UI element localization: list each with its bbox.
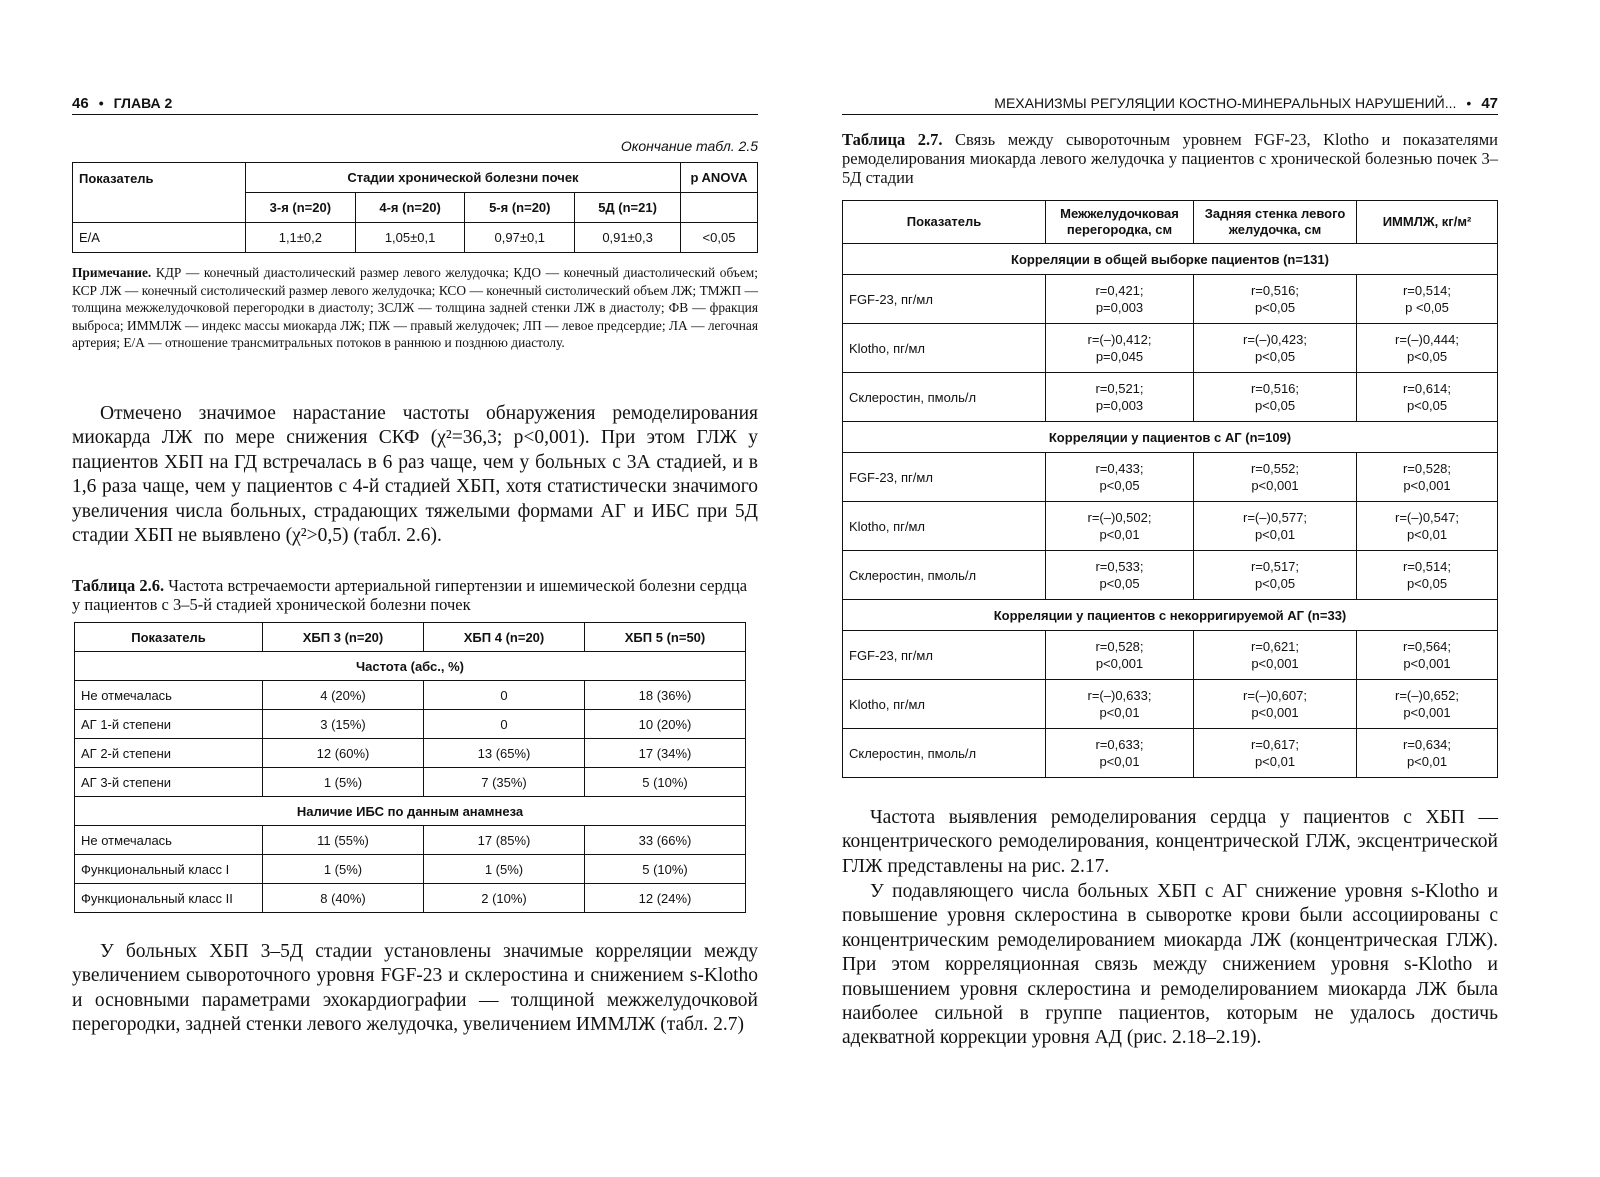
table-cell: 12 (60%) — [263, 739, 424, 768]
row-label: Не отмечалась — [75, 826, 263, 855]
table-cell — [1046, 275, 1194, 324]
table-row — [843, 551, 1498, 600]
table-row — [75, 826, 746, 855]
table-cell: 1,05±0,1 — [355, 223, 465, 253]
table-cell — [1194, 502, 1357, 551]
r-value: r=0,617; — [1250, 737, 1300, 752]
table-cell: 18 (36%) — [585, 681, 746, 710]
table-2-5 — [72, 162, 758, 253]
table-continuation-caption: Окончание табл. 2.5 — [620, 138, 758, 154]
p-value: p<0,01 — [1406, 754, 1448, 769]
table-cell — [1357, 453, 1498, 502]
p-value: p<0,001 — [1251, 478, 1299, 493]
table-cell: 33 (66%) — [585, 826, 746, 855]
table-cell: 1 (5%) — [263, 768, 424, 797]
row-label: Склеростин, пмоль/л — [843, 729, 1046, 778]
table-cell — [1357, 373, 1498, 422]
row-label: Klotho, пг/мл — [843, 324, 1046, 373]
r-value: r=0,552; — [1250, 461, 1300, 476]
header-p-anova: p ANOVA — [681, 163, 758, 193]
header-indicator: Показатель — [73, 163, 246, 223]
table-cell: 8 (40%) — [263, 884, 424, 913]
table-cell: 1 (5%) — [424, 855, 585, 884]
p-value: p=0,003 — [1095, 398, 1144, 413]
column-header: ИММЛЖ, кг/м² — [1357, 201, 1498, 244]
table-row — [843, 680, 1498, 729]
paragraph: Отмечено значимое нарастание частоты обнаружения ремоделирования миокарда ЛЖ по мере снижения СКФ (χ²=36,3; p<0,001). При этом ГЛЖ у пациентов ХБП на ГД встречалась в 6 раз чаще, чем у больных с 3А стадией, и в 1,6 раза чаще, чем у пациентов с 4-й стадией ХБП, хотя статистически значимого увеличения числа больных, страдающих тяжелыми формами АГ и ИБС при 5Д стадии ХБП не выявлено (χ²>0,5) (табл. 2.6). — [72, 403, 758, 547]
table-cell: 13 (65%) — [424, 739, 585, 768]
caption-text: Частота встречаемости артериальной гипертензии и ишемической болезни сердца у пациентов с 3–5-й стадией хронической болезни почек — [72, 576, 748, 614]
right-paragraph-2 — [842, 880, 1498, 1051]
page-number: 47 — [1481, 94, 1498, 112]
row-label: АГ 1-й степени — [75, 710, 263, 739]
p-value: p<0,05 — [1406, 576, 1448, 591]
table-row — [843, 453, 1498, 502]
p-value: p<0,05 — [1254, 349, 1296, 364]
r-value: r=0,514; — [1402, 283, 1452, 298]
table-cell — [1357, 631, 1498, 680]
note-text: КДР — конечный диастолический размер левого желудочка; КДО — конечный диастолический объем; КСР ЛЖ — конечный систолический размер левого желудочка; КСО — конечный систолический объем ЛЖ; ТМЖП — толщина межжелудочковой перегородки в диастолу; ЗСЛЖ — толщина задней стенки ЛЖ в диастолу; ФВ — фракция выброса; ИММЛЖ — индекс массы миокарда ЛЖ; ПЖ — правый желудочек; ЛП — левое предсердие; ЛА — легочная артерия; Е/А — отношение трансмитральных потоков в раннюю и позднюю диастолу. — [72, 265, 758, 350]
group-header: Корреляции у пациентов с некорригируемой АГ (n=33) — [843, 600, 1498, 631]
table-row — [75, 768, 746, 797]
right-running-head — [842, 92, 1498, 115]
table-row — [843, 373, 1498, 422]
table-cell — [1357, 680, 1498, 729]
p-value: p<0,001 — [1403, 478, 1451, 493]
table-cell: 17 (85%) — [424, 826, 585, 855]
table-cell — [1357, 551, 1498, 600]
p-value: p<0,001 — [1403, 705, 1451, 720]
table-cell — [1194, 729, 1357, 778]
table-2-7-caption — [842, 130, 1498, 187]
empty-cell — [681, 193, 758, 223]
row-label: Склеростин, пмоль/л — [843, 551, 1046, 600]
bullet-separator: • — [98, 95, 104, 111]
r-value: r=(–)0,502; — [1087, 510, 1152, 525]
row-label: FGF-23, пг/мл — [843, 275, 1046, 324]
table-cell: 12 (24%) — [585, 884, 746, 913]
table-row — [843, 631, 1498, 680]
column-header: Показатель — [843, 201, 1046, 244]
p-value: p<0,001 — [1251, 705, 1299, 720]
table-cell — [1357, 275, 1498, 324]
paragraph: У подавляющего числа больных ХБП с АГ снижение уровня s-Klotho и повышение уровня склеростина в сыворотке крови были ассоциированы с концентрическим ремоделированием миокарда ЛЖ (концентрическая ГЛЖ). При этом корреляционная связь между снижением уровня s-Klotho и повышением уровня склеростина и ремоделированием миокарда ЛЖ была наиболее сильной в группе пациентов, которым не удалось достичь адекватной коррекции уровня АД (рис. 2.18–2.19). — [842, 881, 1498, 1049]
left-paragraph-1 — [72, 402, 758, 548]
row-label: FGF-23, пг/мл — [843, 453, 1046, 502]
stage-header: 3-я (n=20) — [246, 193, 356, 223]
row-label: FGF-23, пг/мл — [843, 631, 1046, 680]
stage-header: 5Д (n=21) — [575, 193, 681, 223]
p-value: p<0,01 — [1254, 754, 1296, 769]
table-cell — [1046, 680, 1194, 729]
p-value: p<0,01 — [1099, 527, 1140, 542]
header-stages: Стадии хронической болезни почек — [246, 163, 681, 193]
stage-header: 4-я (n=20) — [355, 193, 465, 223]
r-value: r=0,421; — [1095, 283, 1144, 298]
bullet-separator: • — [1466, 95, 1472, 111]
row-label: Функциональный класс I — [75, 855, 263, 884]
p-value: p<0,001 — [1095, 656, 1144, 671]
row-label: Klotho, пг/мл — [843, 502, 1046, 551]
table-row — [75, 739, 746, 768]
table-row — [75, 855, 746, 884]
p-value: p<0,01 — [1099, 705, 1140, 720]
table-cell: 0 — [424, 681, 585, 710]
table-cell: 0,97±0,1 — [465, 223, 575, 253]
row-label: Функциональный класс II — [75, 884, 263, 913]
table-cell: 1 (5%) — [263, 855, 424, 884]
table-cell: 17 (34%) — [585, 739, 746, 768]
row-label: Склеростин, пмоль/л — [843, 373, 1046, 422]
row-label: Klotho, пг/мл — [843, 680, 1046, 729]
chapter-title: ГЛАВА 2 — [113, 95, 173, 111]
r-value: r=(–)0,547; — [1395, 510, 1459, 525]
p-value: p<0,05 — [1099, 478, 1140, 493]
r-value: r=(–)0,423; — [1243, 332, 1307, 347]
p-value: p<0,001 — [1251, 656, 1299, 671]
row-label: Е/А — [73, 223, 246, 253]
column-header: ХБП 3 (n=20) — [263, 623, 424, 652]
table-cell: 11 (55%) — [263, 826, 424, 855]
running-title: МЕХАНИЗМЫ РЕГУЛЯЦИИ КОСТНО-МИНЕРАЛЬНЫХ НАРУШЕНИЙ... — [994, 95, 1457, 111]
p-value: p<0,05 — [1099, 576, 1140, 591]
table-cell: 3 (15%) — [263, 710, 424, 739]
r-value: r=(–)0,652; — [1395, 688, 1459, 703]
r-value: r=(–)0,577; — [1243, 510, 1307, 525]
table-2-7 — [842, 200, 1498, 778]
table-cell: 7 (35%) — [424, 768, 585, 797]
table-cell — [1046, 729, 1194, 778]
r-value: r=0,433; — [1095, 461, 1144, 476]
note-label: Примечание. — [72, 265, 152, 280]
table-cell — [1194, 373, 1357, 422]
table-cell — [1046, 324, 1194, 373]
p-value: p<0,01 — [1099, 754, 1140, 769]
row-label: Не отмечалась — [75, 681, 263, 710]
p-value: p=0,003 — [1095, 300, 1144, 315]
table-row — [843, 502, 1498, 551]
row-label: АГ 3-й степени — [75, 768, 263, 797]
table-cell — [1357, 502, 1498, 551]
p-value: p<0,05 — [1254, 398, 1296, 413]
r-value: r=(–)0,607; — [1243, 688, 1307, 703]
r-value: r=0,528; — [1095, 639, 1144, 654]
table-row — [75, 884, 746, 913]
table-cell — [1194, 275, 1357, 324]
table-cell — [1046, 373, 1194, 422]
caption-label: Таблица 2.6. — [72, 576, 165, 595]
paragraph: Частота выявления ремоделирования сердца у пациентов с ХБП — концентрического ремоделирования, концентрической ГЛЖ, эксцентрической ГЛЖ представлены на рис. 2.17. — [842, 807, 1498, 877]
table-cell — [1194, 680, 1357, 729]
column-header: Межжелудочковая перегородка, см — [1046, 201, 1194, 244]
table-note — [72, 264, 758, 352]
table-row — [843, 729, 1498, 778]
p-value: p<0,05 — [1406, 398, 1448, 413]
group-header: Корреляции в общей выборке пациентов (n=131) — [843, 244, 1498, 275]
table-row — [843, 324, 1498, 373]
p-value: p<0,01 — [1406, 527, 1448, 542]
table-cell: 1,1±0,2 — [246, 223, 356, 253]
p-value: p=0,045 — [1095, 349, 1144, 364]
table-2-6 — [74, 622, 746, 913]
table-row — [75, 710, 746, 739]
table-cell — [1046, 551, 1194, 600]
r-value: r=0,533; — [1095, 559, 1144, 574]
r-value: r=0,517; — [1250, 559, 1300, 574]
left-paragraph-2 — [72, 940, 758, 1038]
table-cell: 5 (10%) — [585, 855, 746, 884]
r-value: r=0,634; — [1402, 737, 1452, 752]
column-header: ХБП 5 (n=50) — [585, 623, 746, 652]
r-value: r=0,521; — [1095, 381, 1144, 396]
table-cell: 0 — [424, 710, 585, 739]
table-cell — [1194, 551, 1357, 600]
table-cell — [1046, 502, 1194, 551]
r-value: r=(–)0,444; — [1395, 332, 1459, 347]
r-value: r=0,633; — [1095, 737, 1144, 752]
r-value: r=(–)0,633; — [1087, 688, 1152, 703]
table-cell: <0,05 — [681, 223, 758, 253]
table-cell — [1046, 453, 1194, 502]
left-running-head — [72, 92, 758, 115]
table-cell — [1046, 631, 1194, 680]
p-value: p <0,05 — [1405, 300, 1449, 315]
p-value: p<0,05 — [1254, 300, 1296, 315]
r-value: r=0,516; — [1250, 381, 1300, 396]
stage-header: 5-я (n=20) — [465, 193, 575, 223]
table-cell — [1357, 324, 1498, 373]
section-header: Частота (абс., %) — [75, 652, 746, 681]
table-cell: 0,91±0,3 — [575, 223, 681, 253]
r-value: r=0,621; — [1250, 639, 1300, 654]
table-cell: 2 (10%) — [424, 884, 585, 913]
table-cell: 10 (20%) — [585, 710, 746, 739]
p-value: p<0,001 — [1403, 656, 1451, 671]
section-header: Наличие ИБС по данным анамнеза — [75, 797, 746, 826]
p-value: p<0,05 — [1254, 576, 1296, 591]
table-cell — [1357, 729, 1498, 778]
table-cell — [1194, 324, 1357, 373]
r-value: r=0,516; — [1250, 283, 1300, 298]
group-header: Корреляции у пациентов с АГ (n=109) — [843, 422, 1498, 453]
column-header: Показатель — [75, 623, 263, 652]
table-2-6-caption — [72, 576, 758, 614]
right-paragraph-1 — [842, 806, 1498, 879]
table-row — [843, 275, 1498, 324]
table-cell — [1194, 631, 1357, 680]
page-number: 46 — [72, 94, 89, 112]
column-header: Задняя стенка левого желудочка, см — [1194, 201, 1357, 244]
r-value: r=0,514; — [1402, 559, 1452, 574]
r-value: r=0,564; — [1402, 639, 1452, 654]
p-value: p<0,05 — [1406, 349, 1448, 364]
table-row — [75, 681, 746, 710]
column-header: ХБП 4 (n=20) — [424, 623, 585, 652]
r-value: r=0,614; — [1402, 381, 1452, 396]
r-value: r=(–)0,412; — [1087, 332, 1152, 347]
caption-text: Связь между сывороточным уровнем FGF-23, Klotho и показателями ремоделирования миокарда левого желудочка у пациентов с хронической болезнью почек 3–5Д стадии — [842, 130, 1499, 187]
row-label: АГ 2-й степени — [75, 739, 263, 768]
table-cell: 4 (20%) — [263, 681, 424, 710]
r-value: r=0,528; — [1402, 461, 1452, 476]
caption-label: Таблица 2.7. — [842, 130, 943, 149]
table-cell: 5 (10%) — [585, 768, 746, 797]
p-value: p<0,01 — [1254, 527, 1296, 542]
paragraph: У больных ХБП 3–5Д стадии установлены значимые корреляции между увеличением сывороточного уровня FGF-23 и склеростина и снижением s-Klotho и основными параметрами эхокардиографии — толщиной межжелудочковой перегородки, задней стенки левого желудочка, увеличением ИММЛЖ (табл. 2.7) — [72, 941, 758, 1036]
table-cell — [1194, 453, 1357, 502]
